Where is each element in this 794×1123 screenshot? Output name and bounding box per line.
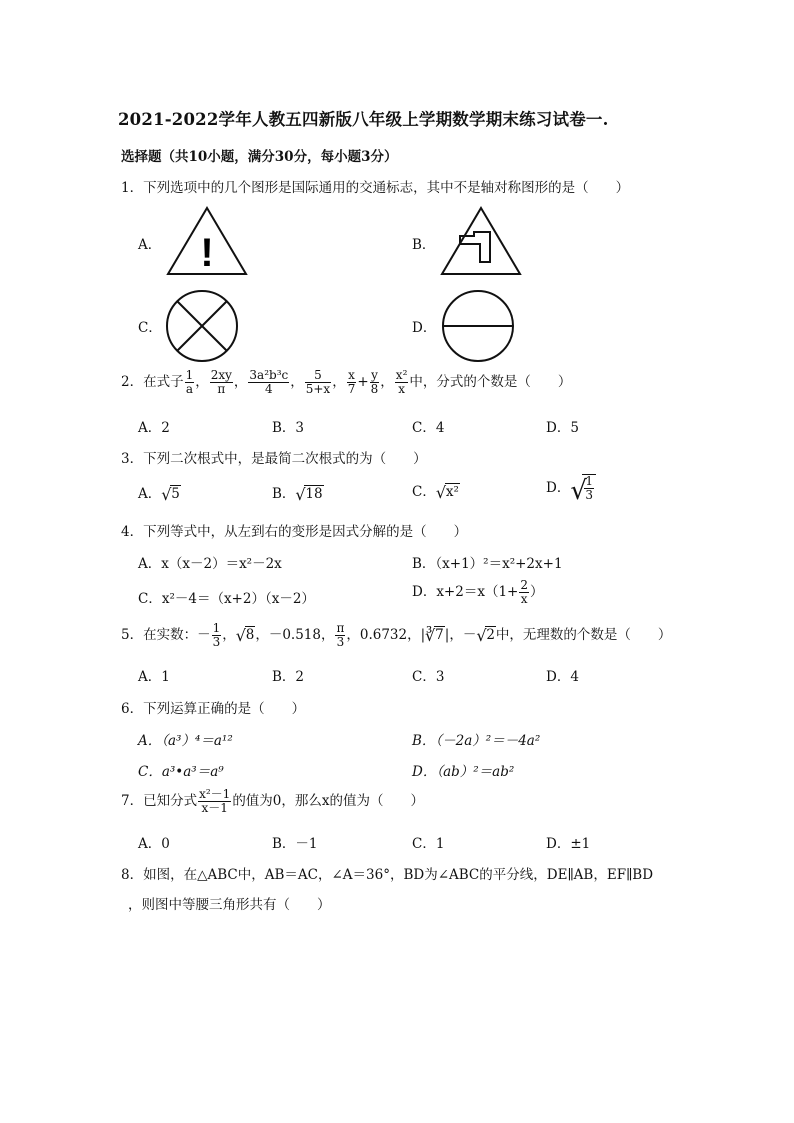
option-5a: A．1 [138,669,170,685]
option-3b: B． √ 18 [272,485,323,504]
question-3-stem: 3．下列二次根式中，是最简二次根式的为（ ） [121,451,427,467]
option-7c: C．1 [412,836,445,852]
option-5c: C．3 [412,669,445,685]
option-3d: D． √ $\frac{1}{3}$ [546,474,596,502]
section-heading: 选择题（共10小题，满分30分，每小题3分） [121,149,398,165]
option-2d: D．5 [546,420,579,436]
option-6b: B．（－2a）²＝－4a² [412,733,541,749]
option-4c: C．x²－4＝（x+2）（x－2） [138,591,315,607]
option-4b: B．（x+1）²＝x²+2x+1 [412,556,563,572]
option-1b-label: B． [412,237,436,253]
option-2a: A．2 [138,420,170,436]
question-8-line-2: ，则图中等腰三角形共有（ ） [128,897,331,913]
option-7a: A．0 [138,836,170,852]
option-4a: A．x（x－2）＝x²－2x [138,556,282,572]
question-4-stem: 4．下列等式中，从左到右的变形是因式分解的是（ ） [121,524,468,540]
question-5-stem: 5．在实数：－ $\frac{1}{3}$ ， √ 8，－0.518， $\frac{\pi}{3}$ ，0.6732，| ∛ 7|，－ √ 2中，无理数的个数是（ ） [121,621,672,649]
option-6d: D．（ab）²＝ab² [412,764,515,780]
option-6c: C．a³•a³＝a⁹ [138,764,224,780]
question-2-stem: 2．在式子 $\frac{1}{a}$ ， $\frac{2xy}{\pi}$ ， $\frac{\text{3a²b³c}}{4}$ ， $\frac{5}{5+x}$ ， $\frac{x}{7}$ + $\frac{y}{8}$ ， $\frac{\text{x²}}{x}$ 中，分式的个数是（ ） [121,368,572,396]
option-2c: C．4 [412,420,445,436]
option-3c: C． √ x² [412,483,459,502]
option-1a-label: A． [138,237,162,253]
option-3a: A． √ 5 [138,485,180,504]
question-7-stem: 7．已知分式 $\frac{\text{x²－1}}{x-1}$ 的值为0，那么x的值为（ ） [121,787,425,815]
option-5d: D．4 [546,669,579,685]
option-4d: D．x+2＝x（1+ $\frac{2}{x}$ ） [412,578,544,606]
question-6-stem: 6．下列运算正确的是（ ） [121,701,306,717]
question-1-stem: 1．下列选项中的几个图形是国际通用的交通标志，其中不是轴对称图形的是（ ） [121,180,630,196]
page-title: 2021-2022学年人教五四新版八年级上学期数学期末练习试卷一. [118,110,609,129]
intersection-sign-figure [440,206,522,276]
option-1c-label: C． [138,320,162,336]
bar-circle-figure [440,288,516,364]
option-1d-label: D． [412,320,437,336]
option-5b: B．2 [272,669,305,685]
warning-sign-figure [166,206,248,276]
option-7b: B．－1 [272,836,318,852]
no-entry-x-circle-figure [164,288,240,364]
option-2b: B．3 [272,420,305,436]
exclamation-mark: ! [200,231,214,275]
option-6a: A．（a³）⁴＝a¹² [138,733,233,749]
option-7d: D．±1 [546,836,591,852]
question-8-line-1: 8．如图，在△ABC中，AB＝AC，∠A＝36°，BD为∠ABC的平分线，DE∥AB，EF∥BD [121,867,654,883]
